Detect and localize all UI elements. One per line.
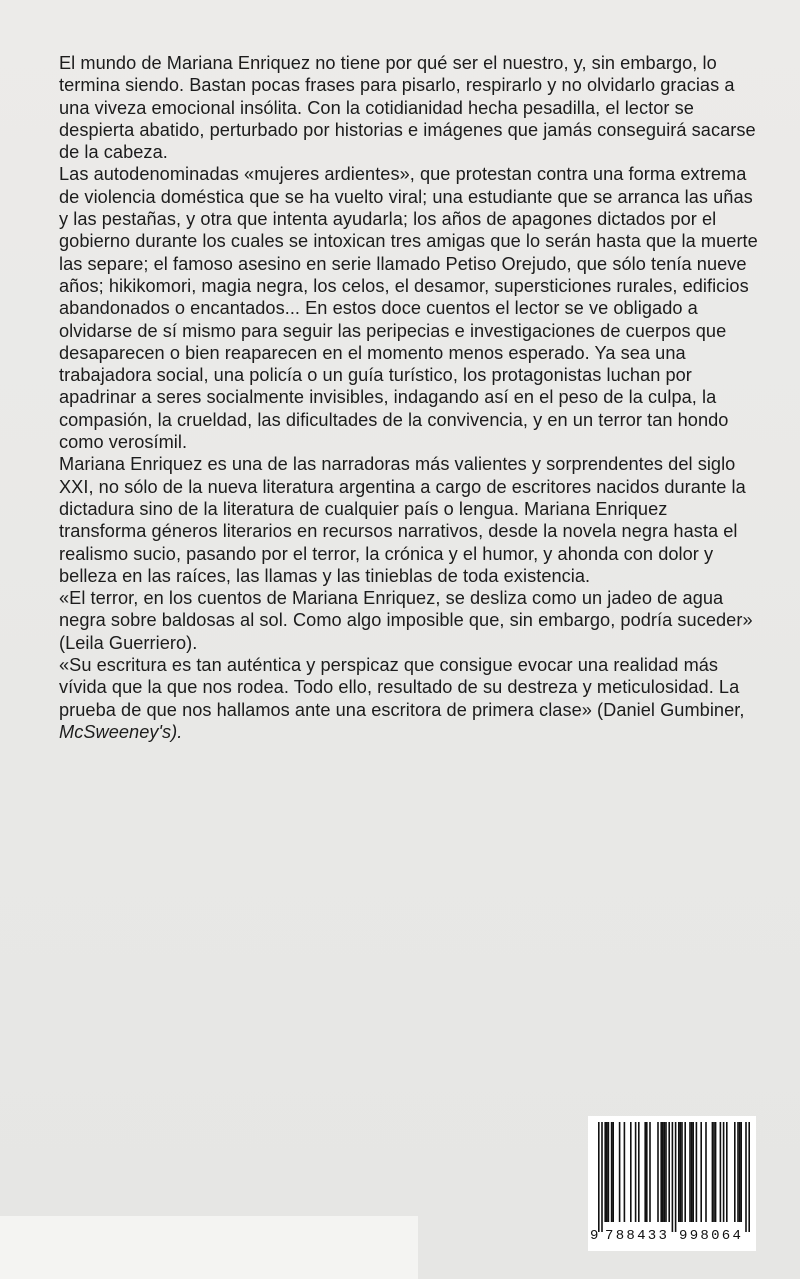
barcode-digits-right: 998064 [679,1228,744,1244]
barcode-bar [684,1122,686,1222]
barcode-bar [692,1122,694,1222]
barcode-bar [696,1122,698,1222]
bottom-label-strip [0,1216,418,1279]
barcode-bar [748,1122,750,1232]
barcode-bar [638,1122,640,1222]
barcode-bar [660,1122,662,1222]
isbn-barcode [588,1116,756,1251]
barcode-bar [668,1122,670,1222]
barcode-bar [737,1122,739,1222]
barcode-bar [726,1122,728,1222]
barcode-bar [611,1122,613,1222]
quote-gumbiner-source: McSweeney's). [59,721,183,742]
barcode-bar [598,1122,600,1232]
barcode-bar [672,1122,674,1232]
barcode-bar [601,1122,603,1232]
barcode-bar [635,1122,637,1222]
barcode-bar [662,1122,664,1222]
barcode-bar [664,1122,666,1222]
barcode-bar [734,1122,736,1222]
barcode-digits-left: 788433 [605,1228,670,1244]
barcode-bar [678,1122,680,1222]
barcode-bar [604,1122,606,1222]
barcode-bar [691,1122,693,1222]
blurb-quote-gumbiner [59,654,759,743]
barcode-bar [720,1122,722,1222]
barcode-bar [649,1122,651,1222]
quote-gumbiner-text: «Su escritura es tan auténtica y perspicaz que consigue evocar una realidad más vívida que la que nos rodea. Todo ello, resultado de su destreza y meticulosidad. La prueba de que nos hallamos ante una escritora de primera clase» (Daniel Gumbiner, [59,655,745,720]
barcode-bar [624,1122,626,1222]
barcode-bar [606,1122,608,1222]
barcode-bar [612,1122,614,1222]
barcode-bar [712,1122,714,1222]
back-cover-blurb [59,52,759,743]
barcode-bar [715,1122,717,1222]
barcode-digits [588,1228,756,1248]
barcode-bar [675,1122,677,1232]
barcode-bar [713,1122,715,1222]
barcode-digit-first: 9 [590,1228,599,1244]
barcode-bar [657,1122,659,1222]
barcode-bar [644,1122,646,1222]
barcode-bar [608,1122,610,1222]
blurb-paragraph-1: El mundo de Mariana Enriquez no tiene por qué ser el nuestro, y, sin embargo, lo termina siendo. Bastan pocas frases para pisarlo, respirarlo y no olvidarlo gracias a una viveza emocional insólita. Con la cotidianidad hecha pesadilla, el lector se despierta abatido, perturbado por historias e imágenes que jamás conseguirá sacarse de la cabeza. [59,53,756,163]
blurb-quote-guerriero: «El terror, en los cuentos de Mariana Enriquez, se desliza como un jadeo de agua negra sobre baldosas al sol. Como algo imposible que, sin embargo, podría suceder» (Leila Guerriero). [59,588,753,653]
barcode-bar [705,1122,707,1222]
barcode-bar [646,1122,648,1222]
blurb-paragraph-2: Las autodenominadas «mujeres ardientes», que protestan contra una forma extrema de violencia doméstica que se ha vuelto viral; una estudiante que se arranca las uñas y las pestañas, y otra que intenta ayudarla; los años de apagones dictados por el gobierno durante los cuales se intoxican tres amigas que lo serán hasta que la muerte las separe; el famoso asesino en serie llamado Petiso Orejudo, que sólo tenía nueve años; hikikomori, magia negra, los celos, el desamor, supersticiones rurales, edificios abandonados o encantados... En estos doce cuentos el lector se ve obligado a olvidarse de sí mismo para seguir las peripecias e investigaciones de cuerpos que desaparecen o bien reaparecen en el momento menos esperado. Ya sea una trabajadora social, una policía o un guía turístico, los protagonistas luchan por apadrinar a seres socialmente invisibles, indagando así en el peso de la culpa, la compasión, la crueldad, las dificultades de la convivencia, y en un terror tan hondo como verosímil. [59,164,758,453]
barcode-bar [630,1122,632,1222]
barcode-bar [681,1122,683,1222]
barcode-bar [723,1122,725,1222]
barcode-bar [619,1122,621,1222]
barcode-bar [680,1122,682,1222]
barcode-bar [689,1122,691,1222]
barcode-bar [745,1122,747,1232]
barcode-bar [700,1122,702,1222]
barcode-bar [665,1122,667,1222]
barcode-bar [739,1122,741,1222]
barcode-bar [740,1122,742,1222]
blurb-paragraph-3: Mariana Enriquez es una de las narradoras más valientes y sorprendentes del siglo XXI, no sólo de la nueva literatura argentina a cargo de escritores nacidos durante la dictadura sino de la literatura de cualquier país o lengua. Mariana Enriquez transforma géneros literarios en recursos narrativos, desde la novela negra hasta el realismo sucio, pasando por el terror, la crónica y el humor, y ahonda con dolor y belleza en las raíces, las llamas y las tinieblas de toda existencia. [59,454,746,586]
